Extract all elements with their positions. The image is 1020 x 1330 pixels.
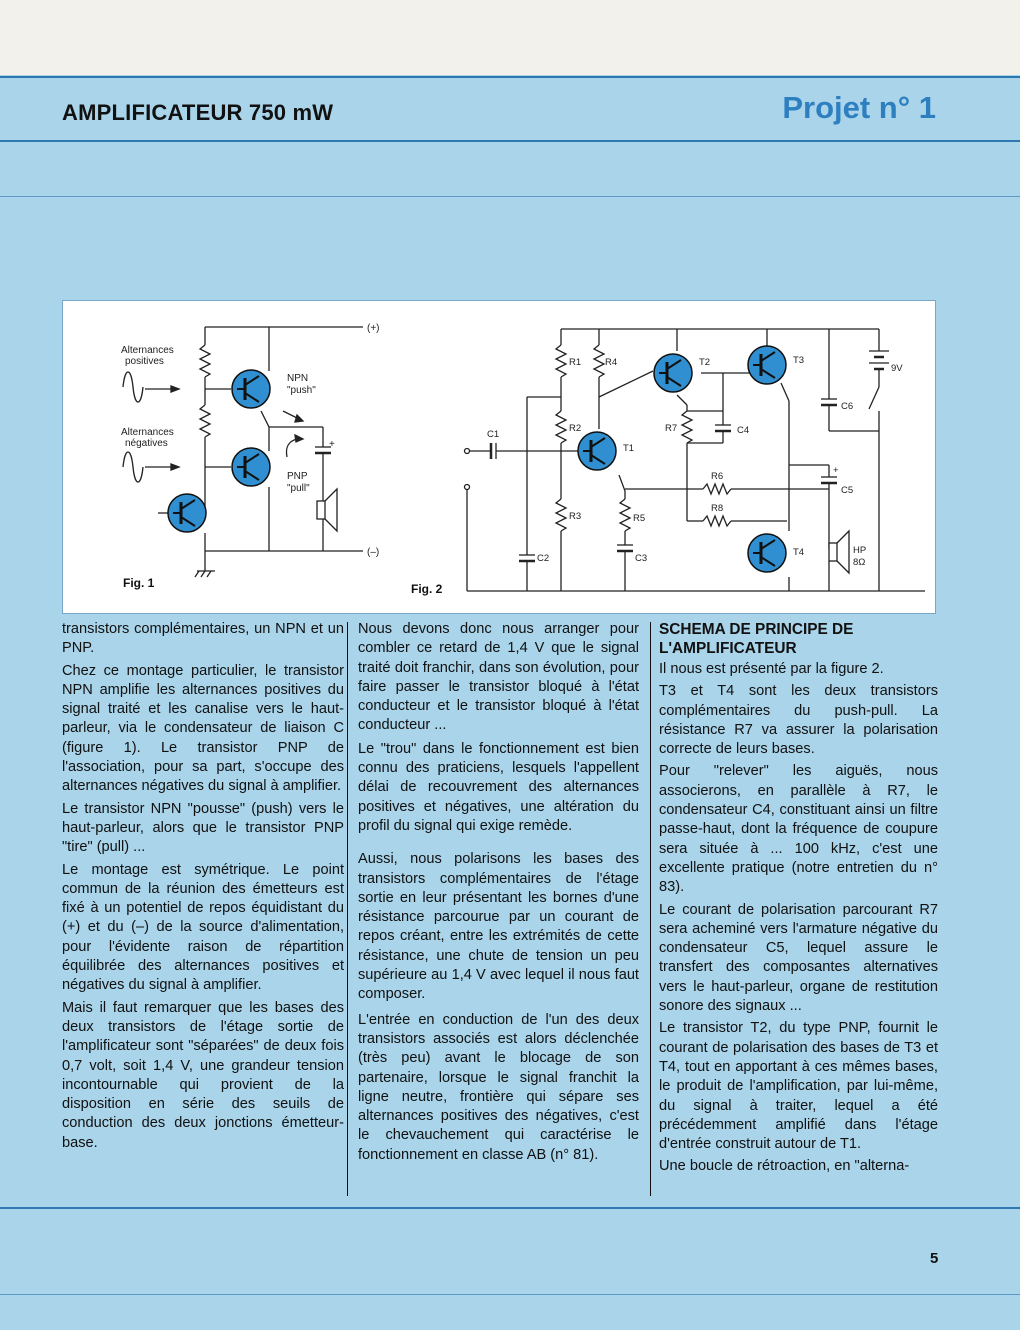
- paragraph: Il nous est présenté par la figure 2.: [659, 661, 884, 677]
- figure-panel: [62, 300, 936, 614]
- paragraph: Le transistor NPN "pousse" (push) vers le haut-parleur, alors que le transistor PNP "tire" (pull) ...: [62, 800, 344, 856]
- paragraph: Aussi, nous polarisons les bases des transistors complémentaires de l'étage sortie en leur présentant les bornes d'une résistance parcourue par un courant de repos créant, entre les extrémités de cette résistance, une chute de tension un peu supérieure au 1,4 V avec lequel il nous faut composer.: [358, 851, 639, 1003]
- column-divider: [650, 622, 651, 1196]
- page-number: 5: [930, 1250, 939, 1267]
- fig2-battery: 9V: [891, 363, 903, 374]
- paragraph: Le courant de polarisation parcourant R7 sera acheminé vers l'armature négative du condensateur C5, lequel assure le transfert des composantes alternatives vers le haut-parleur, organe de restitution sonore des signaux ...: [659, 901, 938, 1015]
- fig2-c5-plus: +: [833, 465, 839, 476]
- fig2-c2: C2: [537, 553, 550, 564]
- paragraph: T3 et T4 sont les deux transistors complémentaires du push-pull. La résistance R7 va assurer la polarisation correcte de leurs bases.: [659, 683, 938, 758]
- text-column-2: [358, 620, 639, 1168]
- paragraph: Le montage est symétrique. Le point commun de la réunion des émetteurs est fixé à un potentiel de repos équidistant du (+) et du (–) de la source d'alimentation, pour l'évidente raison de répartition équilibrée des alternances positives et négatives du signal à amplifier.: [62, 861, 344, 994]
- fig2-c1: C1: [487, 429, 500, 440]
- fig2-t2: T2: [699, 357, 711, 368]
- paragraph: Chez ce montage particulier, le transistor NPN amplifie les alternances positives du signal traité et les canalise vers le haut-parleur, via le condensateur de liaison C (figure 1). Le transistor PNP de l'association, pour sa part, s'occupe des alternances négatives du signal à amplifier.: [62, 662, 344, 795]
- paragraph: Une boucle de rétroaction, en "alterna-: [659, 1158, 910, 1175]
- footer-divider: [0, 1207, 1020, 1209]
- project-number: Projet n° 1: [782, 90, 936, 125]
- fig1-caption: Fig. 1: [123, 576, 155, 590]
- paragraph: Le transistor T2, du type PNP, fournit le courant de polarisation des bases de T3 et T4, tout en apportant à ces mêmes bases, le produit de l'amplification, par lui-même, du signal à traiter, lequel a été précédemment amplifié dans l'étage d'entrée construit autour de T1.: [659, 1020, 938, 1153]
- fig2-c6: C6: [841, 401, 854, 412]
- fig2-r1: R1: [569, 357, 582, 368]
- fig1-label-positive-1: Alternances: [121, 345, 174, 356]
- fig2-t4: T4: [793, 547, 805, 558]
- fig2-c3: C3: [635, 553, 648, 564]
- fig2-r4: R4: [605, 357, 618, 368]
- text-column-3: [659, 620, 938, 1180]
- fig2-r7: R7: [665, 423, 678, 434]
- text-column-1: [62, 620, 344, 1156]
- paragraph: Le "trou" dans le fonctionnement est bien connu des praticiens, lesquels l'appellent délai de recouvrement des alternances positives et négatives, une altération du profil du signal qui exige remède.: [358, 740, 639, 834]
- fig2-r8: R8: [711, 503, 724, 514]
- fig1-label-positive-2: positives: [125, 356, 164, 367]
- fig1-plus: (+): [367, 323, 380, 334]
- fig2-hp: HP: [853, 545, 867, 556]
- paragraph: Nous devons donc nous arranger pour combler ce retard de 1,4 V que le signal traité doit franchir, dans son évolution, pour faire passer le transistor bloqué à l'état conducteur et le transistor bloqué à l'état conducteur ...: [358, 621, 639, 734]
- fig2-r2: R2: [569, 423, 582, 434]
- paragraph: transistors complémentaires, un NPN et un PNP.: [62, 621, 344, 657]
- fig1-npn-push: "push": [287, 385, 316, 396]
- fig2-caption: Fig. 2: [411, 582, 443, 596]
- fig1-label-negative-1: Alternances: [121, 427, 174, 438]
- fig1-label-negative-2: négatives: [125, 438, 168, 449]
- schematic-figures: [63, 301, 935, 613]
- fig2-c4: C4: [737, 425, 750, 436]
- divider: [0, 196, 1020, 197]
- fig2-t3: T3: [793, 355, 805, 366]
- fig2-c5: C5: [841, 485, 854, 496]
- fig2-t1: T1: [623, 443, 635, 454]
- paragraph: L'entrée en conduction de l'un des deux transistors associés est alors déclenchée (très peu) avant le blocage de son partenaire, lorsque le signal franchit la ligne neutre, frontière qui sépare ses alternances positives des négatives, c'est le chevauchement qui caractérise le fonctionnement en classe AB (n° 81).: [358, 1011, 639, 1163]
- footer-divider: [0, 1294, 1020, 1295]
- fig2-r3: R3: [569, 511, 582, 522]
- column-divider: [347, 622, 348, 1196]
- fig1-minus: (–): [367, 547, 380, 558]
- fig2-hp-ohm: 8Ω: [853, 557, 866, 568]
- fig2-r5: R5: [633, 513, 646, 524]
- paragraph: Pour "relever" les aiguës, nous associerons, en parallèle à R7, le condensateur C4, constituant ainsi un filtre passe-haut, dont la fréquence de coupure sera située à ... 100 kHz, c'est une excellente pratique (notre entretien du n° 83).: [659, 763, 938, 896]
- fig1-pnp: PNP: [287, 471, 308, 482]
- section-heading: SCHEMA DE PRINCIPE DE L'AMPLIFICATEUR: [659, 621, 854, 657]
- paragraph: Mais il faut remarquer que les bases des deux transistors de l'étage sortie de l'amplificateur sont "séparées" de deux fois 0,7 volt, soit 1,4 V, une grandeur tension incontournable qui provient de la disposition en série des seuils de conduction des deux jonctions émetteur-base.: [62, 999, 344, 1151]
- fig2-r6: R6: [711, 471, 724, 482]
- fig1-cap-plus: +: [329, 439, 335, 450]
- fig1-npn: NPN: [287, 373, 309, 384]
- fig1-pnp-pull: "pull": [287, 483, 310, 494]
- page-title: AMPLIFICATEUR 750 mW: [62, 100, 334, 125]
